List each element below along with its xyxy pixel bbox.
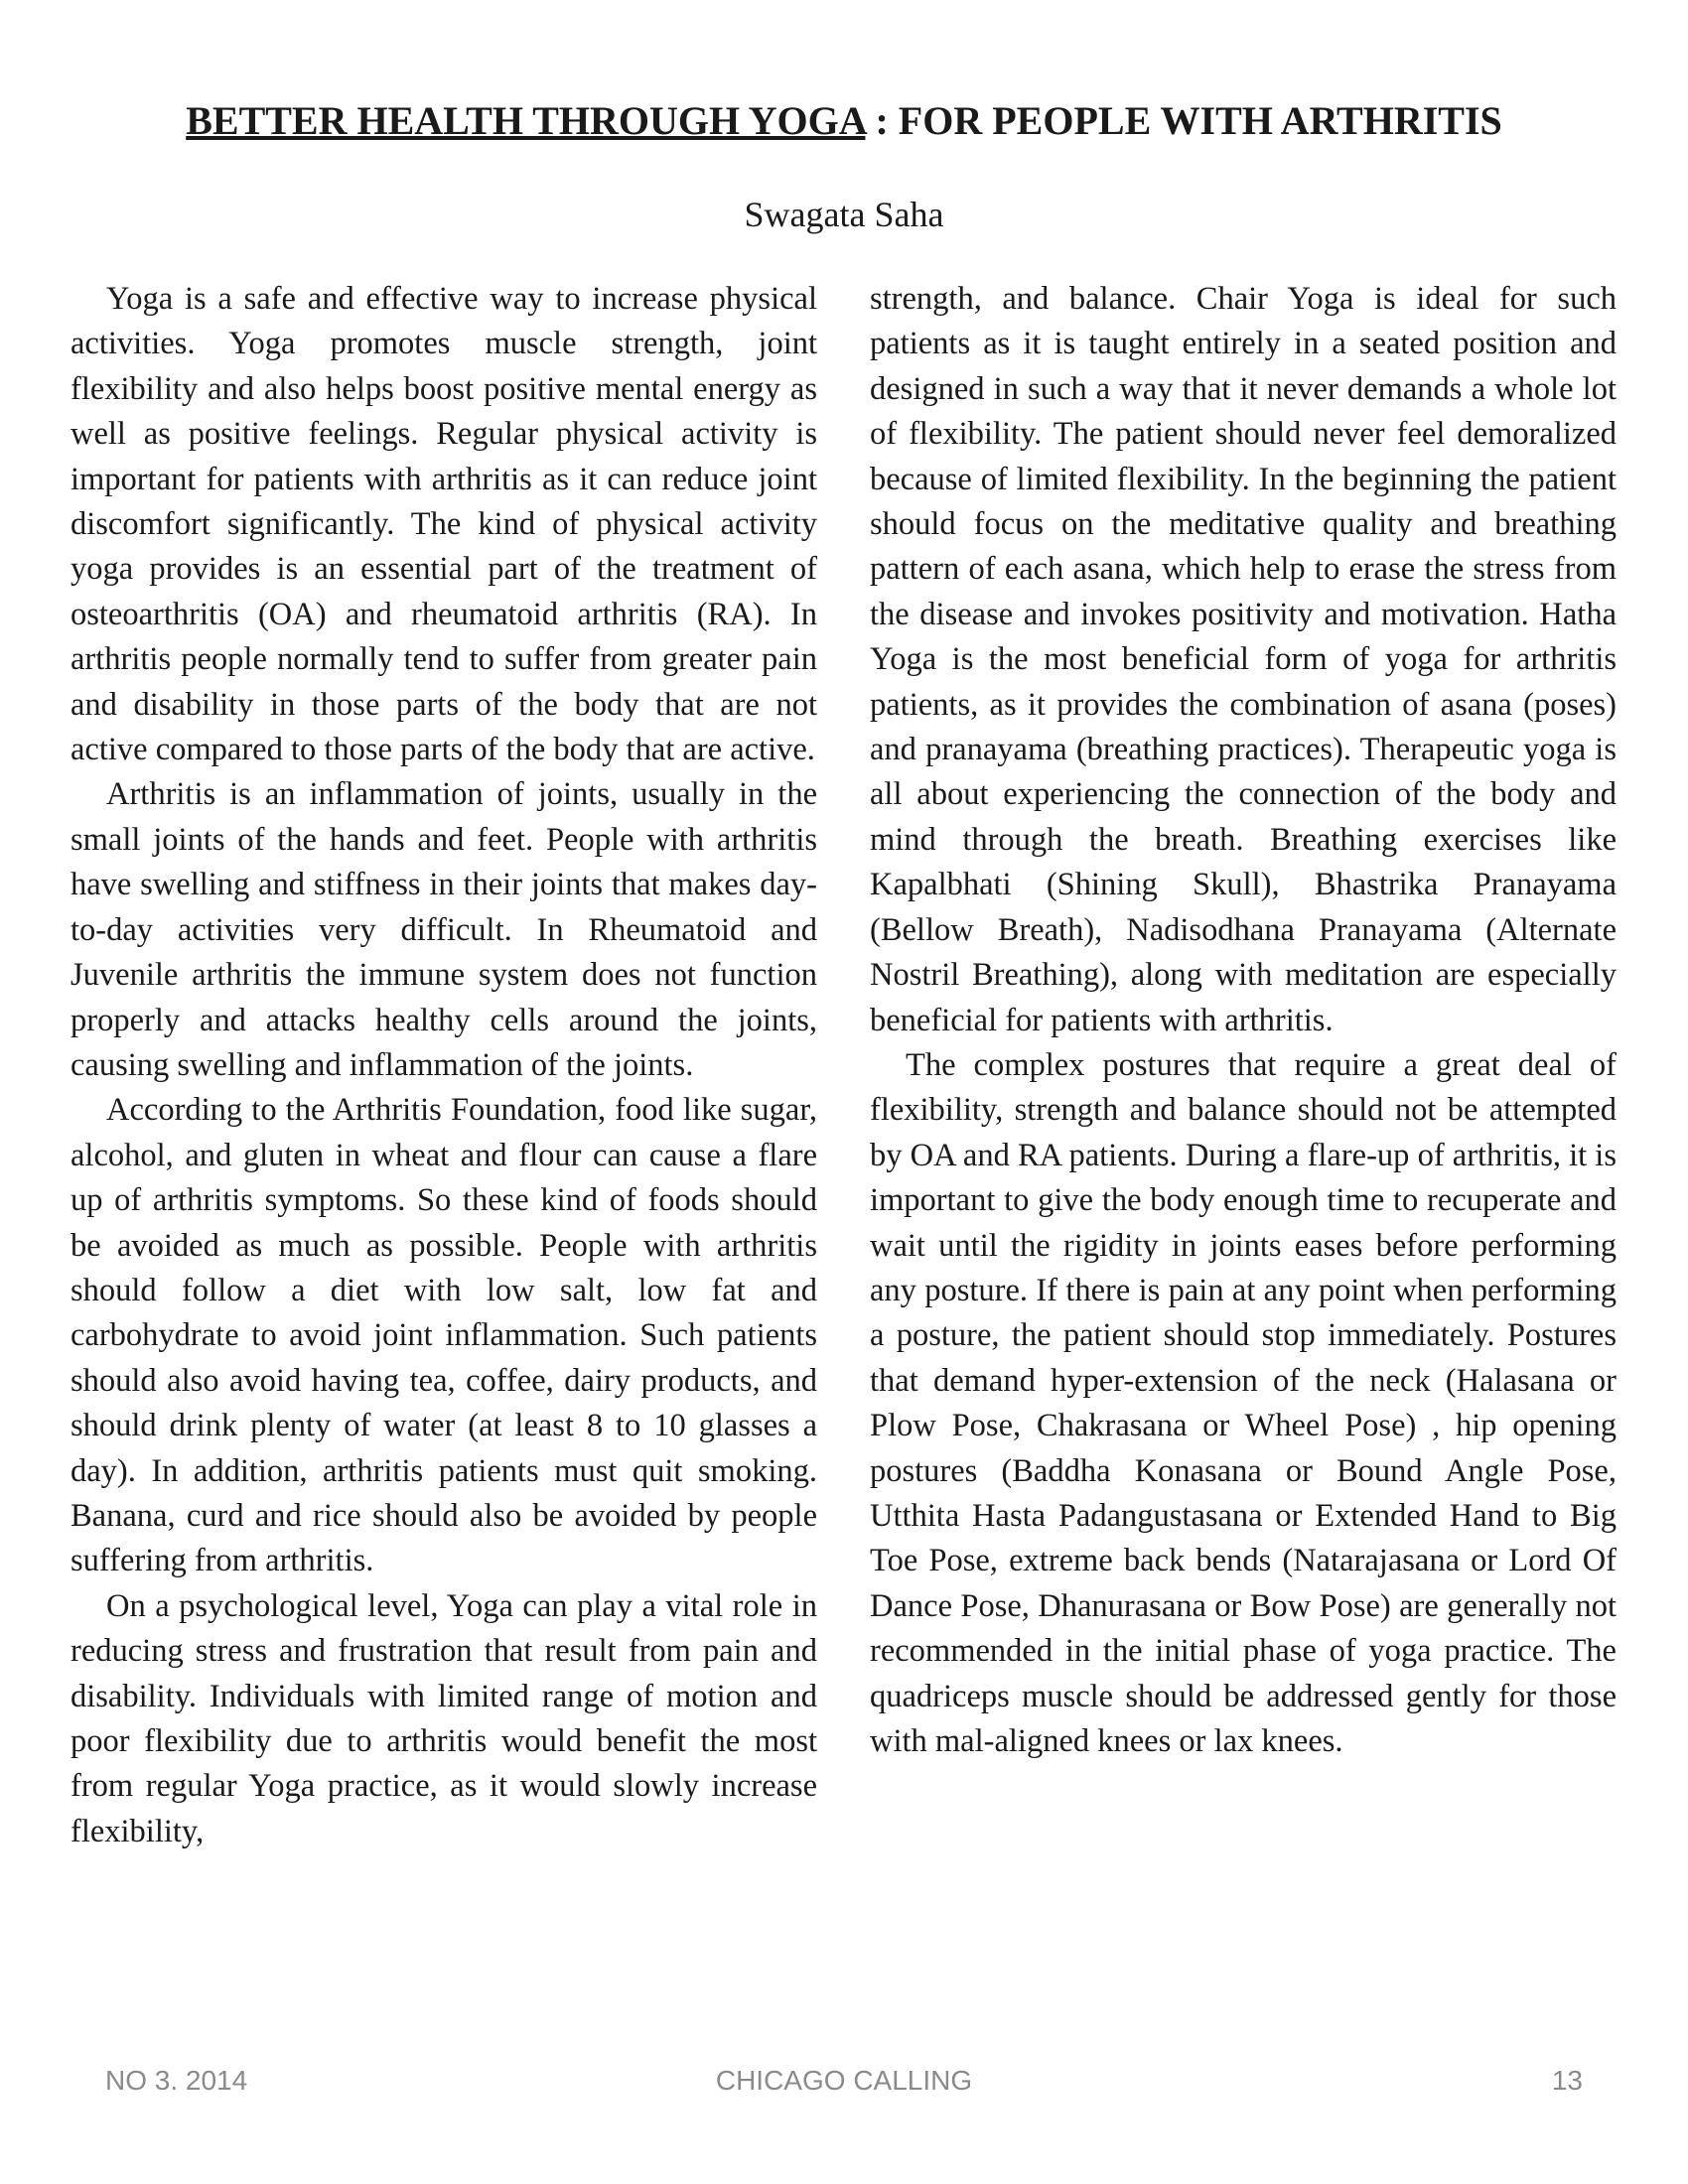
paragraph-continued: strength, and balance. Chair Yoga is ideal for such patients as it is taught entirely in a seated position and designed in such a way that it never demands a whole lot of flexibility. The patient should never feel demoralized because of limited flexibility. In the beginning the patient should focus on the meditative quality and breathing pattern of each asana, which help to erase the stress from the disease and invokes positivity and motivation. Hatha Yoga is the most beneficial form of yoga for arthritis patients, as it provides the combination of asana (poses) and pranayama (breathing practices). Therapeutic yoga is all about experiencing the connection of the body and mind through the breath. Breathing exercises like Kapalbhati (Shining Skull), Bhastrika Pranayama (Bellow Breath), Nadisodhana Pranayama (Alternate Nostril Breathing), along with meditation are especially beneficial for patients with arthritis. (870, 281, 1617, 1038)
footer-issue: NO 3. 2014 (105, 2065, 248, 2096)
paragraph: Yoga is a safe and effective way to increase physical activities. Yoga promotes muscle strength, joint flexibility and also helps boost positive mental energy as well as positive feelings. Regular physical activity is important for patients with arthritis as it can reduce joint discomfort significantly. The kind of physical activity yoga provides is an essential part of the treatment of osteoarthritis (OA) and rheumatoid arthritis (RA). In arthritis people normally tend to suffer from greater pain and disability in those parts of the body that are not active compared to those parts of the body that are active. (70, 281, 817, 768)
footer-publication: CHICAGO CALLING (715, 2065, 973, 2096)
footer-page-number: 13 (1551, 2065, 1583, 2096)
title-sub: FOR PEOPLE WITH ARTHRITIS (898, 98, 1502, 143)
paragraph: Arthritis is an inflammation of joints, usually in the small joints of the hands and feet. People with arthritis have swelling and stiffness in their joints that makes day-to-day activities very difficult. In Rheumatoid and Juvenile arthritis the immune system does not function properly and attacks healthy cells around the joints, causing swelling and inflammation of the joints. (70, 776, 817, 1083)
article-title (0, 95, 1688, 147)
left-column (70, 277, 817, 1854)
paragraph: On a psychological level, Yoga can play a vital role in reducing stress and frustration that result from pain and disability. Individuals with limited range of motion and poor flexibility due to arthritis would benefit the most from regular Yoga practice, as it would slowly increase flexibility, (70, 1587, 817, 1849)
title-main: BETTER HEALTH THROUGH YOGA (186, 98, 866, 143)
title-separator: : (865, 98, 899, 143)
page-footer (0, 2065, 1688, 2105)
paragraph: According to the Arthritis Foundation, food like sugar, alcohol, and gluten in wheat and flour can cause a flare up of arthritis symptoms. So these kind of foods should be avoided as much as possible. People with arthritis should follow a diet with low salt, low fat and carbohydrate to avoid joint inflammation. Such patients should also avoid having tea, coffee, dairy products, and should drink plenty of water (at least 8 to 10 glasses a day). In addition, arthritis patients must quit smoking. Banana, curd and rice should also be avoided by people suffering from arthritis. (70, 1092, 817, 1579)
right-column (870, 277, 1617, 1764)
author-name: Swagata Saha (744, 195, 944, 234)
paragraph: The complex postures that require a great deal of flexibility, strength and balance should not be attempted by OA and RA patients. During a flare-up of arthritis, it is important to give the body enough time to recuperate and wait until the rigidity in joints eases before performing any posture. If there is pain at any point when performing a posture, the patient should stop immediately. Postures that demand hyper-extension of the neck (Halasana or Plow Pose, Chakrasana or Wheel Pose) , hip opening postures (Baddha Konasana or Bound Angle Pose, Utthita Hasta Padangustasana or Extended Hand to Big Toe Pose, extreme back bends (Natarajasana or Lord Of Dance Pose, Dhanurasana or Bow Pose) are generally not recommended in the initial phase of yoga practice. The quadriceps muscle should be addressed gently for those with mal-aligned knees or lax knees. (870, 1046, 1617, 1759)
